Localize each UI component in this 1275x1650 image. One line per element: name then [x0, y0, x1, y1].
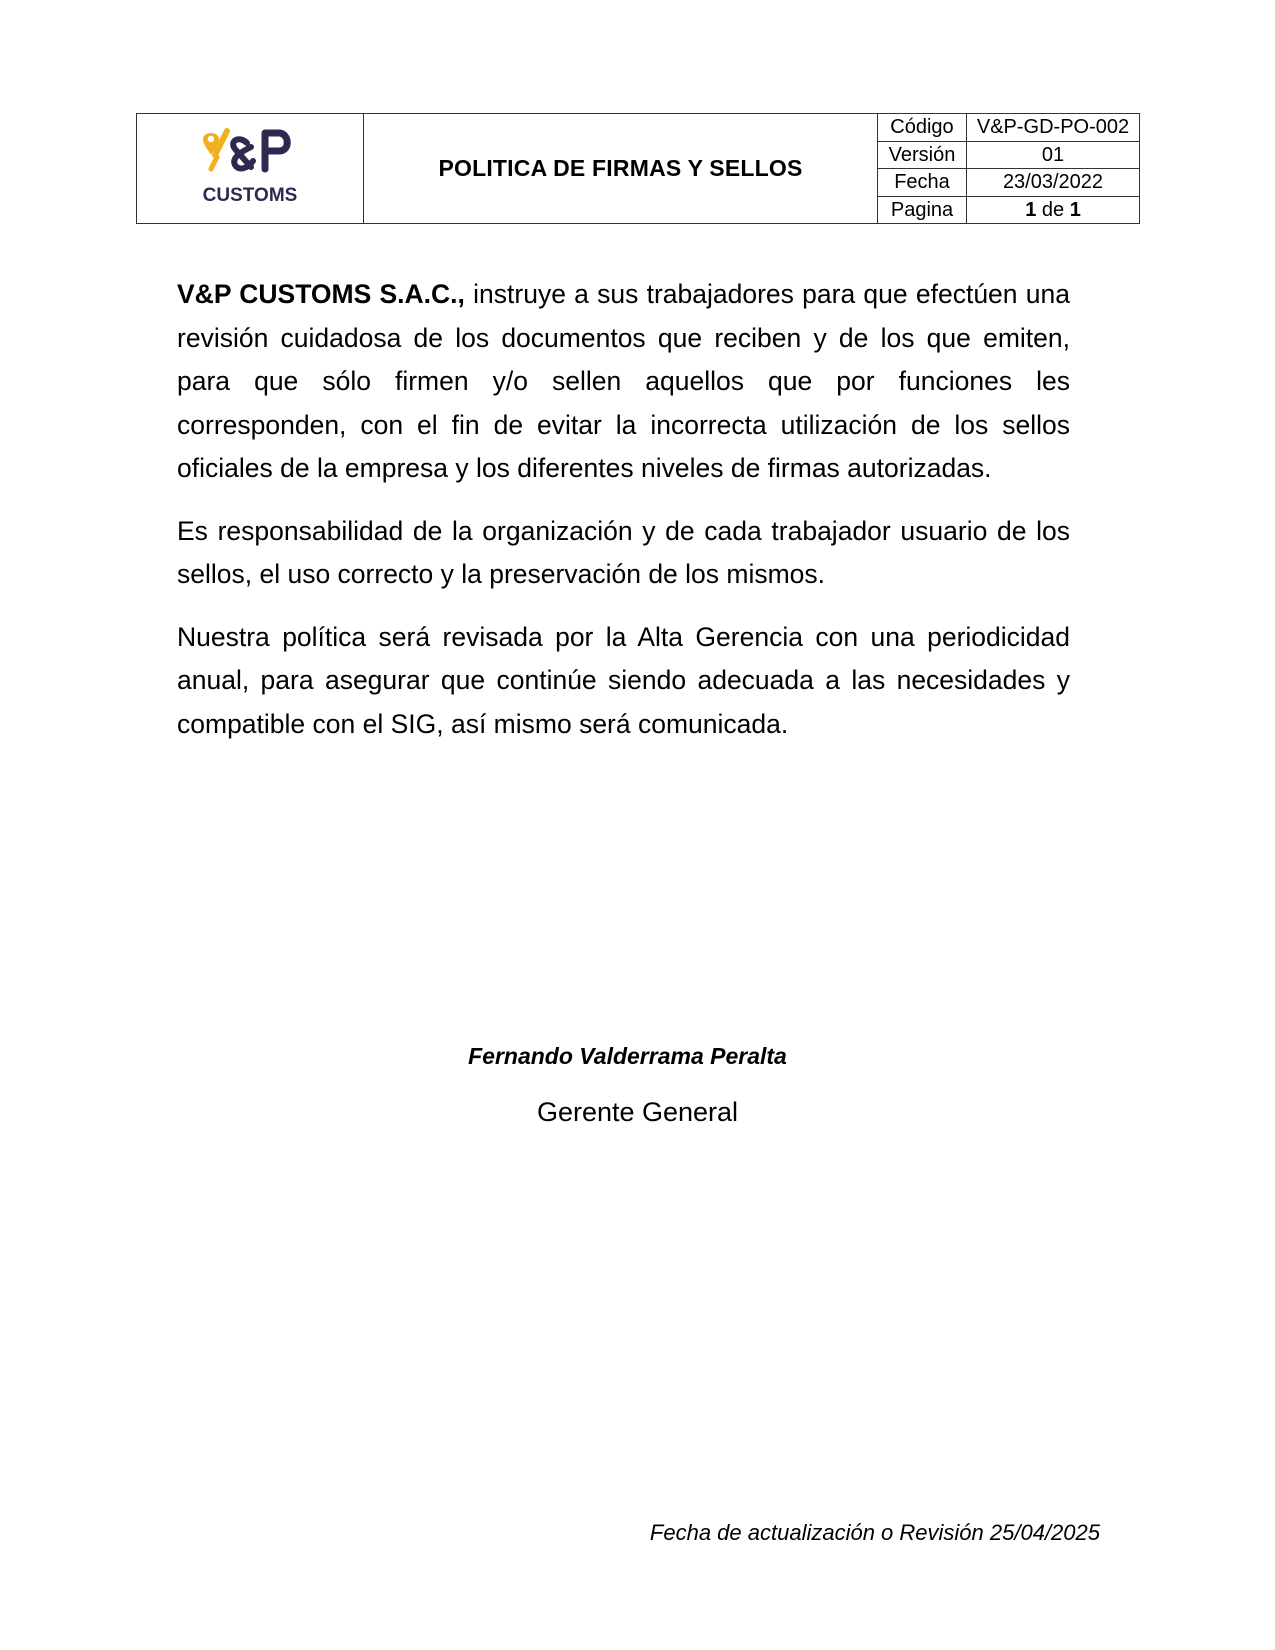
logo-cell: [137, 114, 364, 224]
company-name: V&P CUSTOMS S.A.C.,: [177, 279, 465, 309]
policy-paragraph-3: Nuestra política será revisada por la Alta Gerencia con una periodicidad anual, para asegurar que continúe siendo adecuada a las necesidades y compatible con el SIG, así mismo será comunicada.: [177, 621, 1070, 739]
policy-paragraph-1-text: instruye a sus trabajadores para que efectúen una revisión cuidadosa de los documentos que reciben y de los que emiten, para que sólo firmen y/o sellen aquellos que por funciones les corresponden, con el fin de evitar la incorrecta utilización de los sellos oficiales de la empresa y los diferentes niveles de firmas autorizadas.: [177, 279, 1070, 483]
fecha-label: Fecha: [878, 169, 967, 197]
pagina-current: 1: [1025, 198, 1037, 221]
revision-date-note: Fecha de actualización o Revisión 25/04/2025: [649, 1520, 1100, 1545]
fecha-value: 23/03/2022: [967, 169, 1140, 197]
version-label: Versión: [878, 141, 967, 169]
pagina-total: 1: [1069, 198, 1081, 221]
policy-paragraph-1: [177, 273, 1070, 491]
signer-role: Gerente General: [536, 1097, 739, 1127]
logo-customs-text: CUSTOMS: [202, 185, 298, 206]
codigo-label: Código: [878, 114, 967, 142]
policy-paragraph-2: Es responsabilidad de la organización y de cada trabajador usuario de los sellos, el uso correcto y la preservación de los mismos.: [177, 515, 1070, 589]
document-title: POLITICA DE FIRMAS Y SELLOS: [364, 114, 878, 224]
vp-customs-logo-icon: [185, 121, 315, 211]
pagina-value: [967, 196, 1140, 224]
document-header-table: [136, 113, 1140, 224]
pagina-de: de: [1041, 198, 1065, 221]
policy-body: [177, 273, 1070, 765]
signer-name: Fernando Valderrama Peralta: [468, 1043, 787, 1069]
version-value: 01: [967, 141, 1140, 169]
company-logo: [185, 121, 315, 211]
codigo-value: V&P-GD-PO-002: [967, 114, 1140, 142]
pagina-label: Pagina: [878, 196, 967, 224]
